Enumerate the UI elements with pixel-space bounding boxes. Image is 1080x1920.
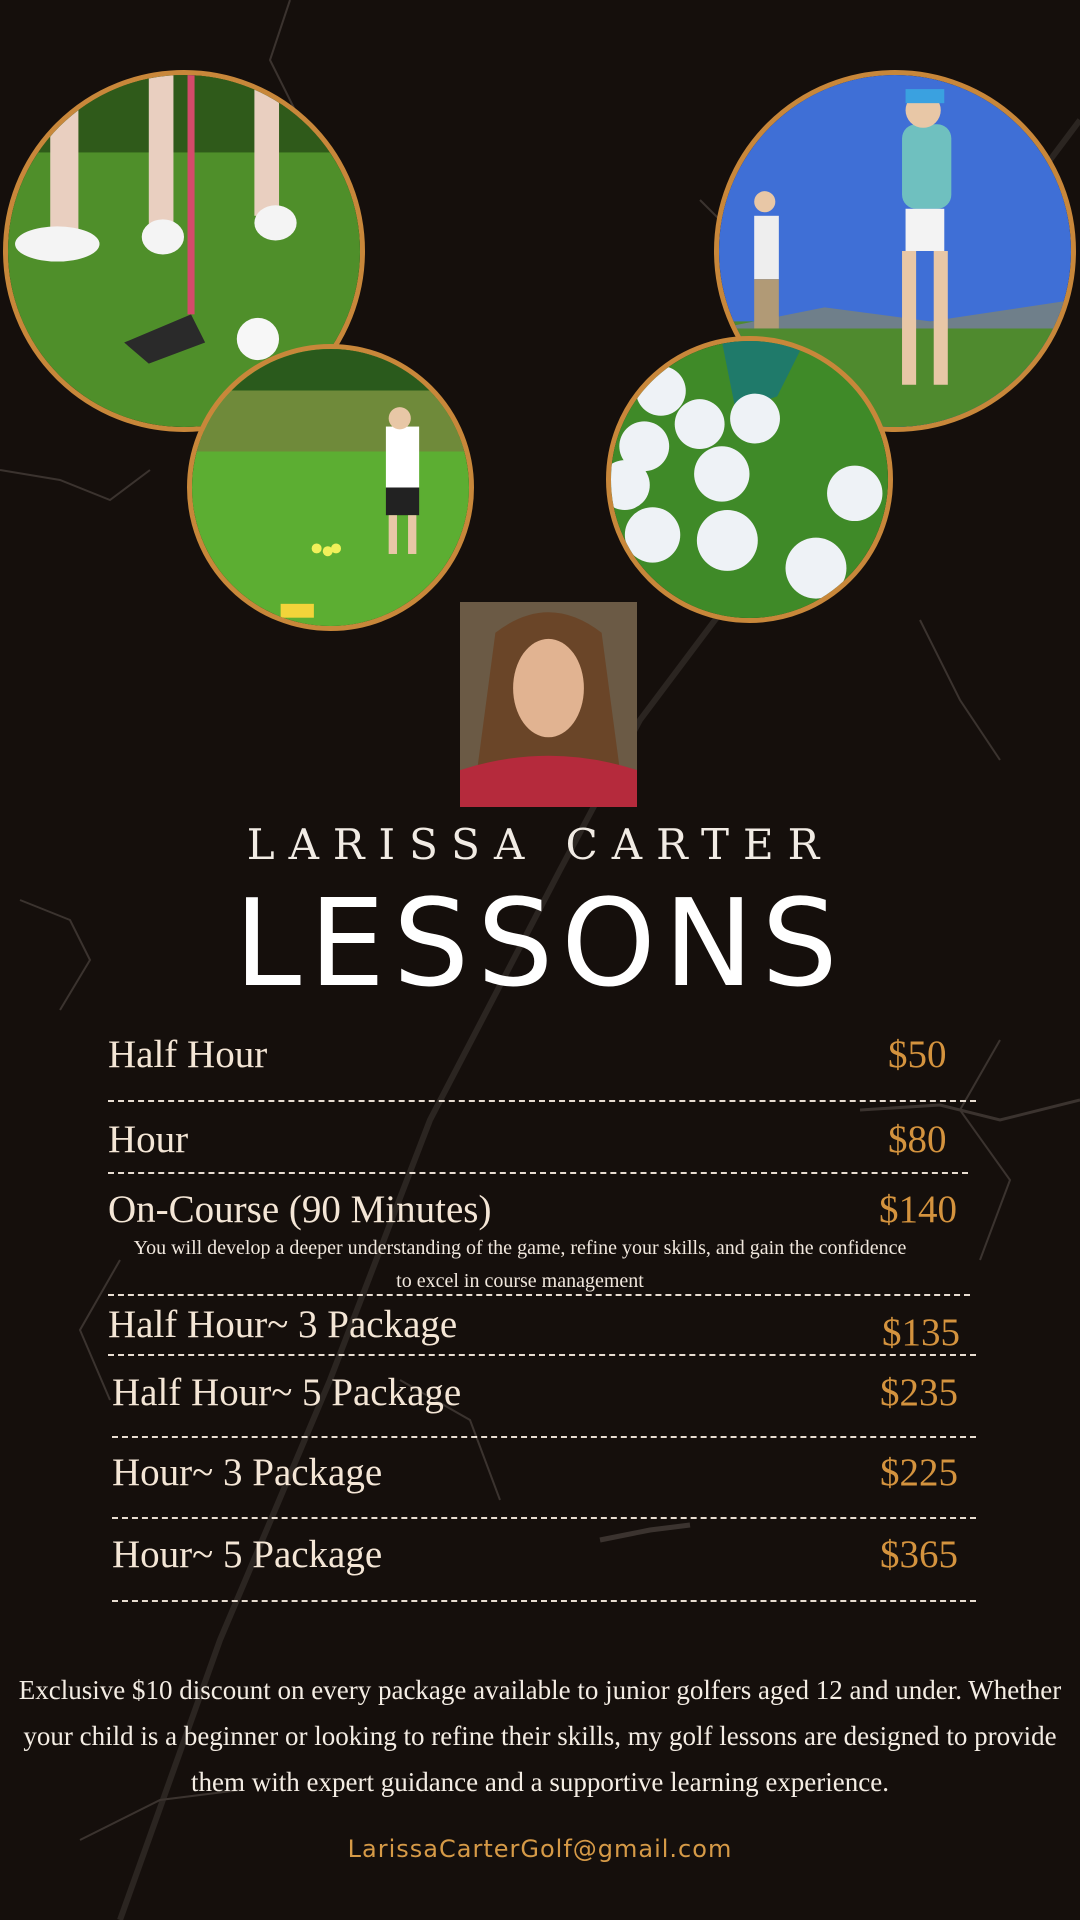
divider — [108, 1100, 976, 1102]
lesson-price: $50 — [888, 1033, 947, 1076]
description-line: You will develop a deeper understanding of the game, refine your skills, and gain the confidence — [133, 1237, 907, 1259]
note-line: Exclusive $10 discount on every package available to junior golfers aged 12 and under. Whether — [18, 1675, 1062, 1705]
coach-name: LARISSA CARTER — [246, 820, 834, 869]
lesson-label: Hour~ 3 Package — [112, 1451, 383, 1494]
golf-balls-photo — [606, 336, 893, 623]
divider — [112, 1436, 976, 1438]
description-line: to excel in course management — [396, 1270, 644, 1292]
lesson-price: $140 — [879, 1188, 957, 1231]
divider — [112, 1517, 976, 1519]
note-line: your child is a beginner or looking to refine their skills, my golf lessons are designed to provide — [23, 1721, 1057, 1751]
lesson-label: Hour — [108, 1118, 189, 1161]
lesson-price: $135 — [882, 1311, 960, 1354]
lesson-label: Hour~ 5 Package — [112, 1533, 383, 1576]
junior-discount-note — [10, 1667, 1070, 1805]
on-course-description — [110, 1232, 930, 1298]
page-title: LESSONS — [234, 875, 846, 1014]
lesson-price: $365 — [880, 1533, 958, 1576]
note-line: them with expert guidance and a supportive learning experience. — [191, 1767, 889, 1797]
divider — [108, 1172, 968, 1174]
lesson-label: Half Hour~ 3 Package — [108, 1303, 458, 1346]
lesson-label: Half Hour~ 5 Package — [112, 1371, 462, 1414]
lesson-price: $80 — [888, 1118, 947, 1161]
lesson-label: Half Hour — [108, 1033, 268, 1076]
lesson-label: On-Course (90 Minutes) — [108, 1188, 492, 1231]
boy-putting-photo — [187, 344, 474, 631]
contact-email-link[interactable]: LarissaCarterGolf@gmail.com — [347, 1835, 733, 1863]
lesson-price: $225 — [880, 1451, 958, 1494]
coach-portrait — [460, 602, 637, 807]
divider — [112, 1600, 976, 1602]
lesson-price: $235 — [880, 1371, 958, 1414]
divider — [108, 1294, 970, 1296]
divider — [108, 1354, 976, 1356]
